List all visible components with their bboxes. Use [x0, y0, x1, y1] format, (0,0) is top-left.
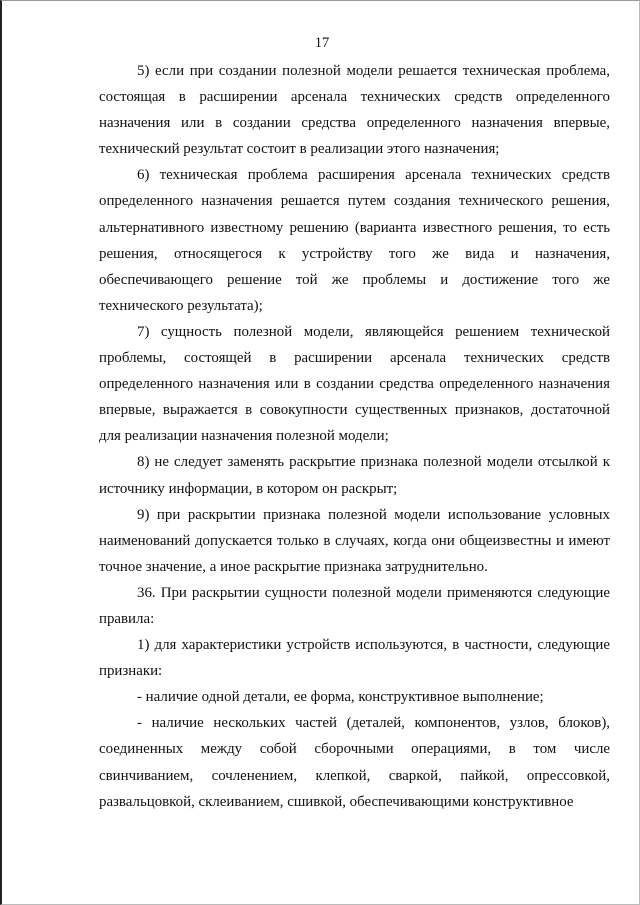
page-number: 17: [314, 35, 330, 51]
page-body: [99, 58, 610, 815]
paragraph-item-8: 8) не следует заменять раскрытие признака полезной модели отсылкой к источнику информации, в котором он раскрыт;: [99, 454, 610, 497]
paragraph-rule-1: 1) для характеристики устройств используются, в частности, следующие признаки:: [99, 637, 610, 680]
paragraph-item-5: 5) если при создании полезной модели решается техническая проблема, состоящая в расширении арсенала технических средств определенного назначения или в создании средства определенного назначения впервые, технический результат состоит в реализации этого назначения;: [99, 63, 610, 158]
paragraph-section-36: 36. При раскрытии сущности полезной модели применяются следующие правила:: [99, 584, 610, 627]
paragraph-item-7: 7) сущность полезной модели, являющейся решением технической проблемы, состоящей в расширении арсенала технических средств определенного назначения или в создании средства определенного назначения впервые, выражается в совокупности существенных признаков, достаточной для реализации назначения полезной модели;: [99, 323, 610, 445]
paragraph-item-6: 6) техническая проблема расширения арсенала технических средств определенного назначения решается путем создания технического решения, альтернативного известному решению (варианта известного решения, то есть решения, относящегося к устройству того же вида и назначения, обеспечивающего решение той же проблемы и достижение того же технического результата);: [99, 167, 610, 314]
paragraph-item-9: 9) при раскрытии признака полезной модели использование условных наименований допускается только в случаях, когда они общеизвестны и имеют точное значение, а иное раскрытие признака затруднительно.: [99, 506, 610, 575]
bullet-item: - наличие нескольких частей (деталей, компонентов, узлов, блоков), соединенных между собой сборочными операциями, в том числе свинчиванием, сочленением, клепкой, сваркой, пайкой, опрессовкой, развальцовкой, склеиванием, сшивкой, обеспечивающими конструктивное: [99, 715, 610, 810]
bullet-item: - наличие одной детали, ее форма, конструктивное выполнение;: [137, 689, 544, 706]
